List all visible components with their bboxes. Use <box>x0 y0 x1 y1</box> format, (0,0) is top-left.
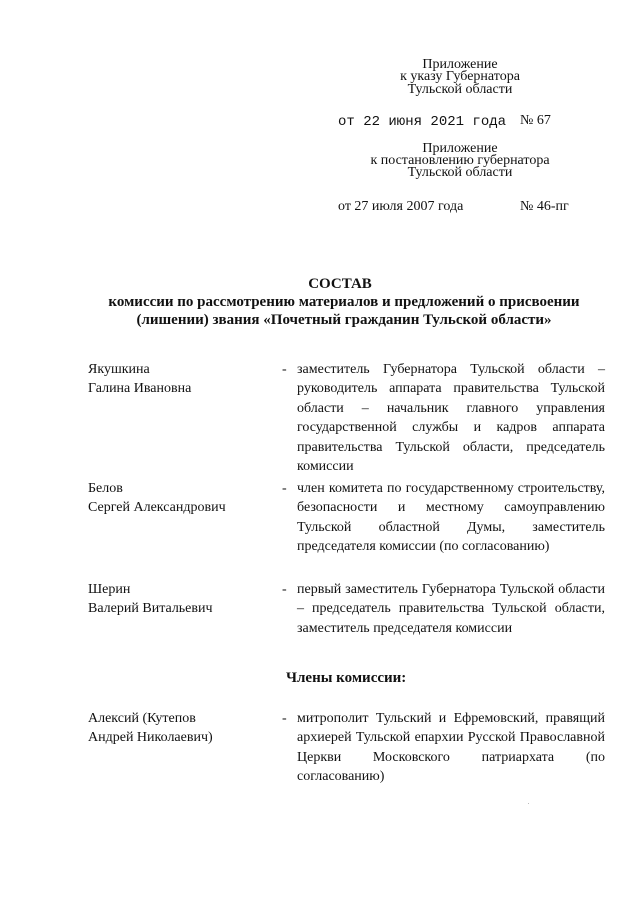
document-heading: СОСТАВ <box>308 276 372 292</box>
appendix-top-line3: Тульской области <box>407 82 513 97</box>
entry-name: Шерин Валерий Витальевич <box>88 582 213 616</box>
document-title-line3: (лишении) звания «Почетный гражданин Тульской области» <box>136 312 552 328</box>
appendix-bottom-line2: к постановлению губернатора <box>370 153 550 168</box>
entry-role: заместитель Губернатора Тульской области – руководитель аппарата правительства Тульской области – начальник главного управления государственной службы и кадров аппарата правительства Тульской области, председатель комиссии <box>297 362 605 475</box>
appendix-top-line2: к указу Губернатора <box>400 69 520 84</box>
appendix-bottom-line1: Приложение <box>422 141 498 156</box>
entry-dash: - <box>282 481 287 496</box>
entry-dash: - <box>282 582 287 597</box>
members-heading: Члены комиссии: <box>286 670 407 686</box>
entry-name: Белов Сергей Александрович <box>88 481 226 515</box>
appendix-top-line1: Приложение <box>422 57 498 72</box>
entry-dash: - <box>282 362 287 377</box>
entry-role: митрополит Тульский и Ефремовский, правящий архиерей Тульской епархии Русской Православной Церкви Московского патриархата (по согласованию) <box>297 711 605 785</box>
appendix-bottom-line3: Тульской области <box>407 165 513 180</box>
appendix-bottom-date: от 27 июля 2007 года <box>338 199 464 214</box>
appendix-top-date: от 22 июня 2021 года <box>338 114 507 130</box>
entry-name: Алексий (Кутепов Андрей Николаевич) <box>88 711 213 745</box>
entry-dash: - <box>282 711 287 726</box>
entry-role: член комитета по государственному строительству, безопасности и местному самоуправлению Тульской областной Думы, заместитель председателя комиссии (по согласованию) <box>297 481 605 555</box>
entry-role: первый заместитель Губернатора Тульской области – председатель правительства Тульской области, заместитель председателя комиссии <box>297 582 605 636</box>
entry-name: Якушкина Галина Ивановна <box>88 362 192 396</box>
appendix-top-number: № 67 <box>520 113 551 128</box>
appendix-bottom-number: № 46-пг <box>520 199 569 214</box>
document-title-line2: комиссии по рассмотрению материалов и предложений о присвоении <box>108 294 580 310</box>
scan-speck <box>528 803 529 804</box>
